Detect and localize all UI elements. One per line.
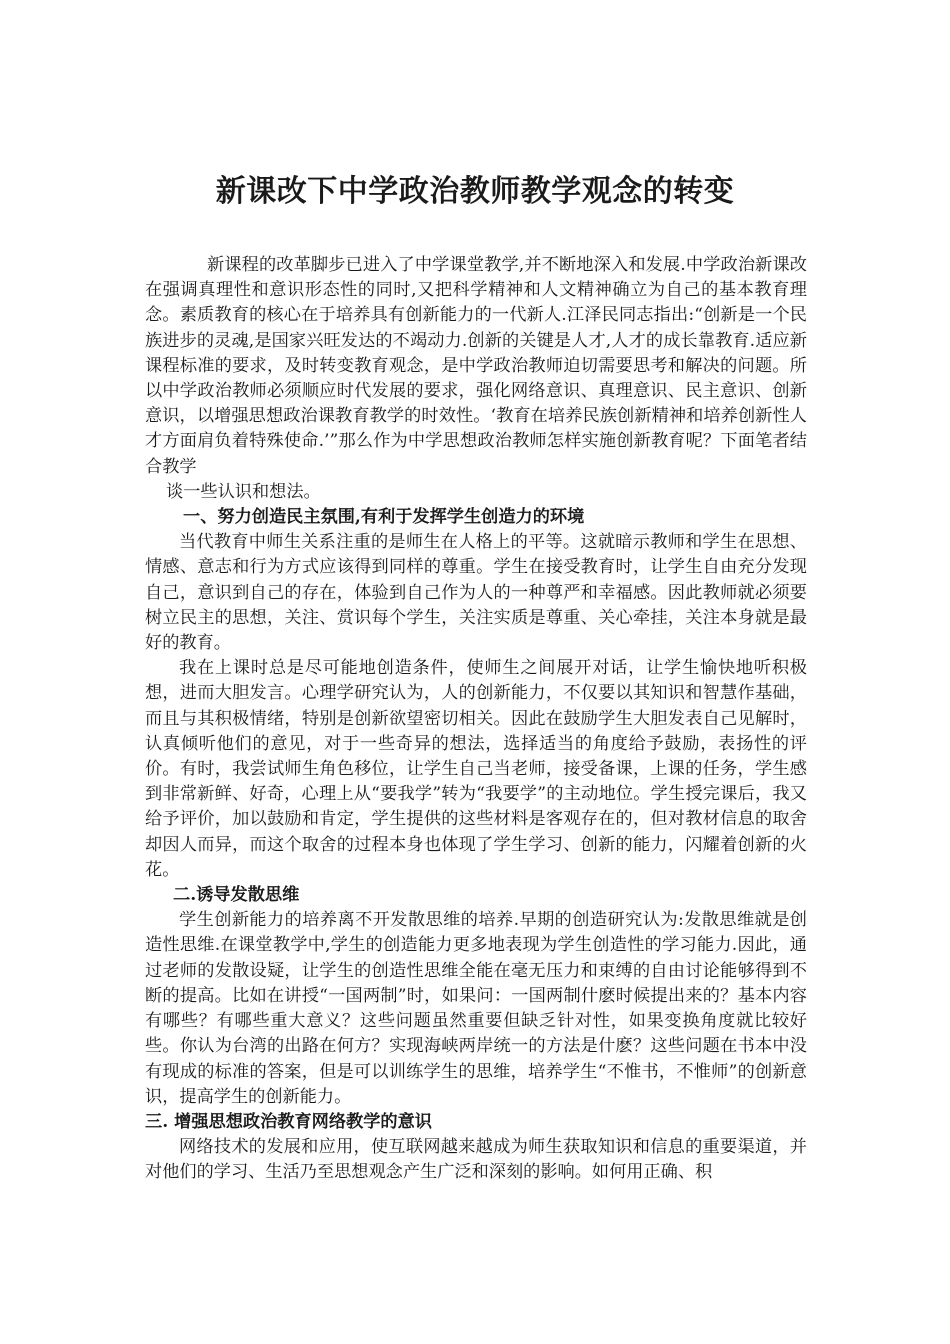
section3-heading: 三. 增强思想政治教育网络教学的意识 [145, 1111, 432, 1132]
section2-paragraph-1: 学生创新能力的培养离不开发散思维的培养.早期的创造研究认为:发散思维就是创造性思维.在课堂教学中,学生的创造能力更多地表现为学生创造性的学习能力.因此，通过老师的发散设疑，让学生的创造性思维全能在毫无压力和束缚的自由讨论能够得到不断的提高。比如在讲授“一国两制”时，如果问：一国两制什麽时候提出来的？基本内容有哪些？有哪些重大意义？这些问题虽然重要但缺乏针对性，如果变换角度就比较好些。你认为台湾的出路在何方？实现海峡两岸统一的方法是什麽？这些问题在书本中没有现成的标准的答案，但是可以训练学生的思维，培养学生“不惟书，不惟师”的创新意识，提高学生的创新能力。 [145, 910, 807, 1107]
section1-heading: 一、努力创造民主氛围,有利于发挥学生创造力的环境 [183, 507, 585, 528]
intro-closing-line: 谈一些认识和想法。 [166, 481, 321, 502]
section1-paragraph-2: 我在上课时总是尽可能地创造条件，使师生之间展开对话，让学生愉快地听积极想，进而大胆发言。心理学研究认为，人的创新能力，不仅要以其知识和智慧作基础，而且与其积极情绪，特别是创新欲望密切相关。因此在鼓励学生大胆发表自己见解时，认真倾听他们的意见，对于一些奇异的想法，选择适当的角度给予鼓励，表扬性的评价。有时，我尝试师生角色移位，让学生自己当老师，接受备课，上课的任务，学生感到非常新鲜、好奇，心理上从“要我学”转为“我要学”的主动地位。学生授完课后，我又给予评价，加以鼓励和肯定，学生提供的这些材料是客观存在的，但对教材信息的取舍却因人而异，而这个取舍的过程本身也体现了学生学习、创新的能力，闪耀着创新的火花。 [145, 658, 807, 880]
section3-paragraph-1: 网络技术的发展和应用，使互联网越来越成为师生获取知识和信息的重要渠道，并对他们的学习、生活乃至思想观念产生广泛和深刻的影响。如何用正确、积 [145, 1137, 807, 1183]
document-title: 新课改下中学政治教师教学观念的转变 [215, 174, 735, 209]
section1-paragraph-1: 当代教育中师生关系注重的是师生在人格上的平等。这就暗示教师和学生在思想、情感、意志和行为方式应该得到同样的尊重。学生在接受教育时，让学生自由充分发现自己，意识到自己的存在，体验到自己作为人的一种尊严和幸福感。因此教师就必须要树立民主的思想，关注、赏识每个学生，关注实质是尊重、关心牵挂，关注本身就是最好的教育。 [145, 532, 807, 654]
section2-heading: 二.诱导发散思维 [173, 885, 300, 906]
intro-paragraph: 新课程的改革脚步已进入了中学课堂教学,并不断地深入和发展.中学政治新课改在强调真理性和意识形态性的同时,又把科学精神和人文精神确立为自己的基本教育理念。素质教育的核心在于培养具有创新能力的一代新人.江泽民同志指出:“创新是一个民族进步的灵魂,是国家兴旺发达的不竭动力.创新的关键是人才,人才的成长靠教育.适应新课程标准的要求，及时转变教育观念，是中学政治教师迫切需要思考和解决的问题。所以中学政治教师必须顺应时代发展的要求，强化网络意识、真理意识、民主意识、创新意识，以增强思想政治课教育教学的时效性。‘教育在培养民族创新精神和培养创新性人才方面肩负着特殊使命.’”那么作为中学思想政治教师怎样实施创新教育呢？下面笔者结合教学 [145, 255, 807, 477]
document-body [145, 253, 807, 1186]
